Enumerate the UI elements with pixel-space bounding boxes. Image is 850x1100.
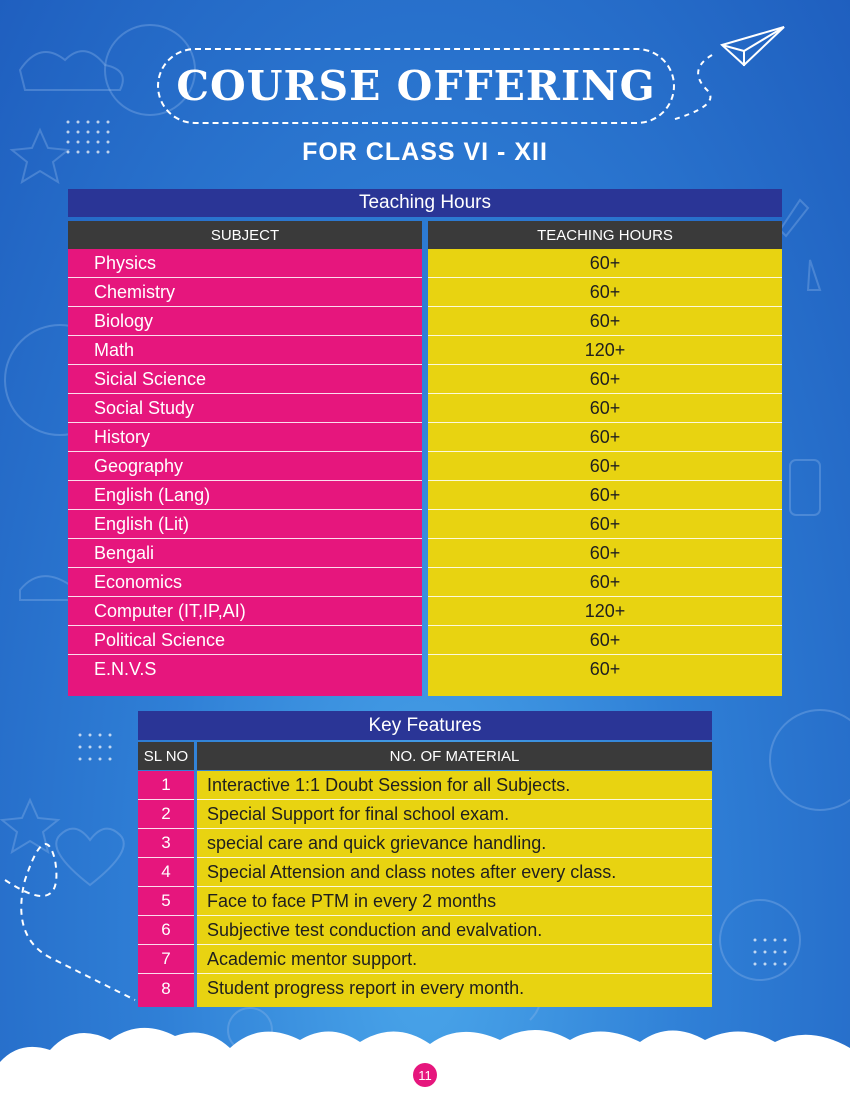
hours-cell: 60+	[428, 510, 782, 539]
feature-cell: Special Attension and class notes after every class.	[197, 858, 712, 887]
table-row: English (Lit)	[68, 510, 422, 539]
table-row: Chemistry	[68, 278, 422, 307]
serial-number-cell: 6	[138, 916, 194, 945]
title-frame	[157, 48, 675, 124]
hours-cell: 60+	[428, 278, 782, 307]
serial-number-cell: 7	[138, 945, 194, 974]
table-row: E.N.V.S	[94, 659, 157, 679]
feature-cell: Student progress report in every month.	[207, 978, 525, 998]
table-row: Math	[68, 336, 422, 365]
table-row: Political Science	[68, 626, 422, 655]
teaching-hours-header: Teaching Hours	[68, 189, 782, 217]
hours-cell: 60+	[428, 539, 782, 568]
page-subtitle: FOR CLASS VI - XII	[302, 138, 548, 166]
feature-cell: Academic mentor support.	[197, 945, 712, 974]
serial-number-cell: 5	[138, 887, 194, 916]
subject-column	[68, 249, 422, 696]
hours-cell: 60+	[428, 452, 782, 481]
feature-cell: Special Support for final school exam.	[197, 800, 712, 829]
hours-cell: 60+	[589, 659, 621, 679]
serial-number-cell: 4	[138, 858, 194, 887]
table-row: Economics	[68, 568, 422, 597]
table-row: History	[68, 423, 422, 452]
page-number: 11	[413, 1063, 437, 1087]
hours-cell: 60+	[428, 481, 782, 510]
sl-no-column	[138, 771, 194, 1007]
table-row: Biology	[68, 307, 422, 336]
feature-cell: special care and quick grievance handling.	[197, 829, 712, 858]
serial-number-cell: 1	[138, 771, 194, 800]
hours-cell: 60+	[428, 394, 782, 423]
table-row: English (Lang)	[68, 481, 422, 510]
table-row: Sicial Science	[68, 365, 422, 394]
hours-column-header: TEACHING HOURS	[428, 221, 782, 249]
feature-cell: Interactive 1:1 Doubt Session for all Subjects.	[197, 771, 712, 800]
table-row: Geography	[68, 452, 422, 481]
feature-cell: Subjective test conduction and evalvation.	[197, 916, 712, 945]
hours-cell: 60+	[428, 307, 782, 336]
hours-cell: 60+	[428, 249, 782, 278]
sl-no-column-header: SL NO	[138, 742, 194, 770]
hours-cell: 60+	[428, 626, 782, 655]
hours-column	[428, 249, 782, 696]
key-features-header: Key Features	[138, 711, 712, 740]
serial-number-cell: 8	[161, 978, 171, 998]
hours-cell: 60+	[428, 365, 782, 394]
page-title: COURSE OFFERING	[176, 62, 656, 110]
material-column-header: NO. OF MATERIAL	[197, 742, 712, 770]
hours-cell: 120+	[428, 597, 782, 626]
serial-number-cell: 3	[138, 829, 194, 858]
hours-cell: 60+	[428, 568, 782, 597]
subject-column-header: SUBJECT	[68, 221, 422, 249]
table-row: Computer (IT,IP,AI)	[68, 597, 422, 626]
table-row: Physics	[68, 249, 422, 278]
table-row: Bengali	[68, 539, 422, 568]
hours-cell: 120+	[428, 336, 782, 365]
serial-number-cell: 2	[138, 800, 194, 829]
material-column	[197, 771, 712, 1007]
feature-cell: Face to face PTM in every 2 months	[197, 887, 712, 916]
paper-plane-icon	[722, 27, 784, 66]
hours-cell: 60+	[428, 423, 782, 452]
table-row: Social Study	[68, 394, 422, 423]
